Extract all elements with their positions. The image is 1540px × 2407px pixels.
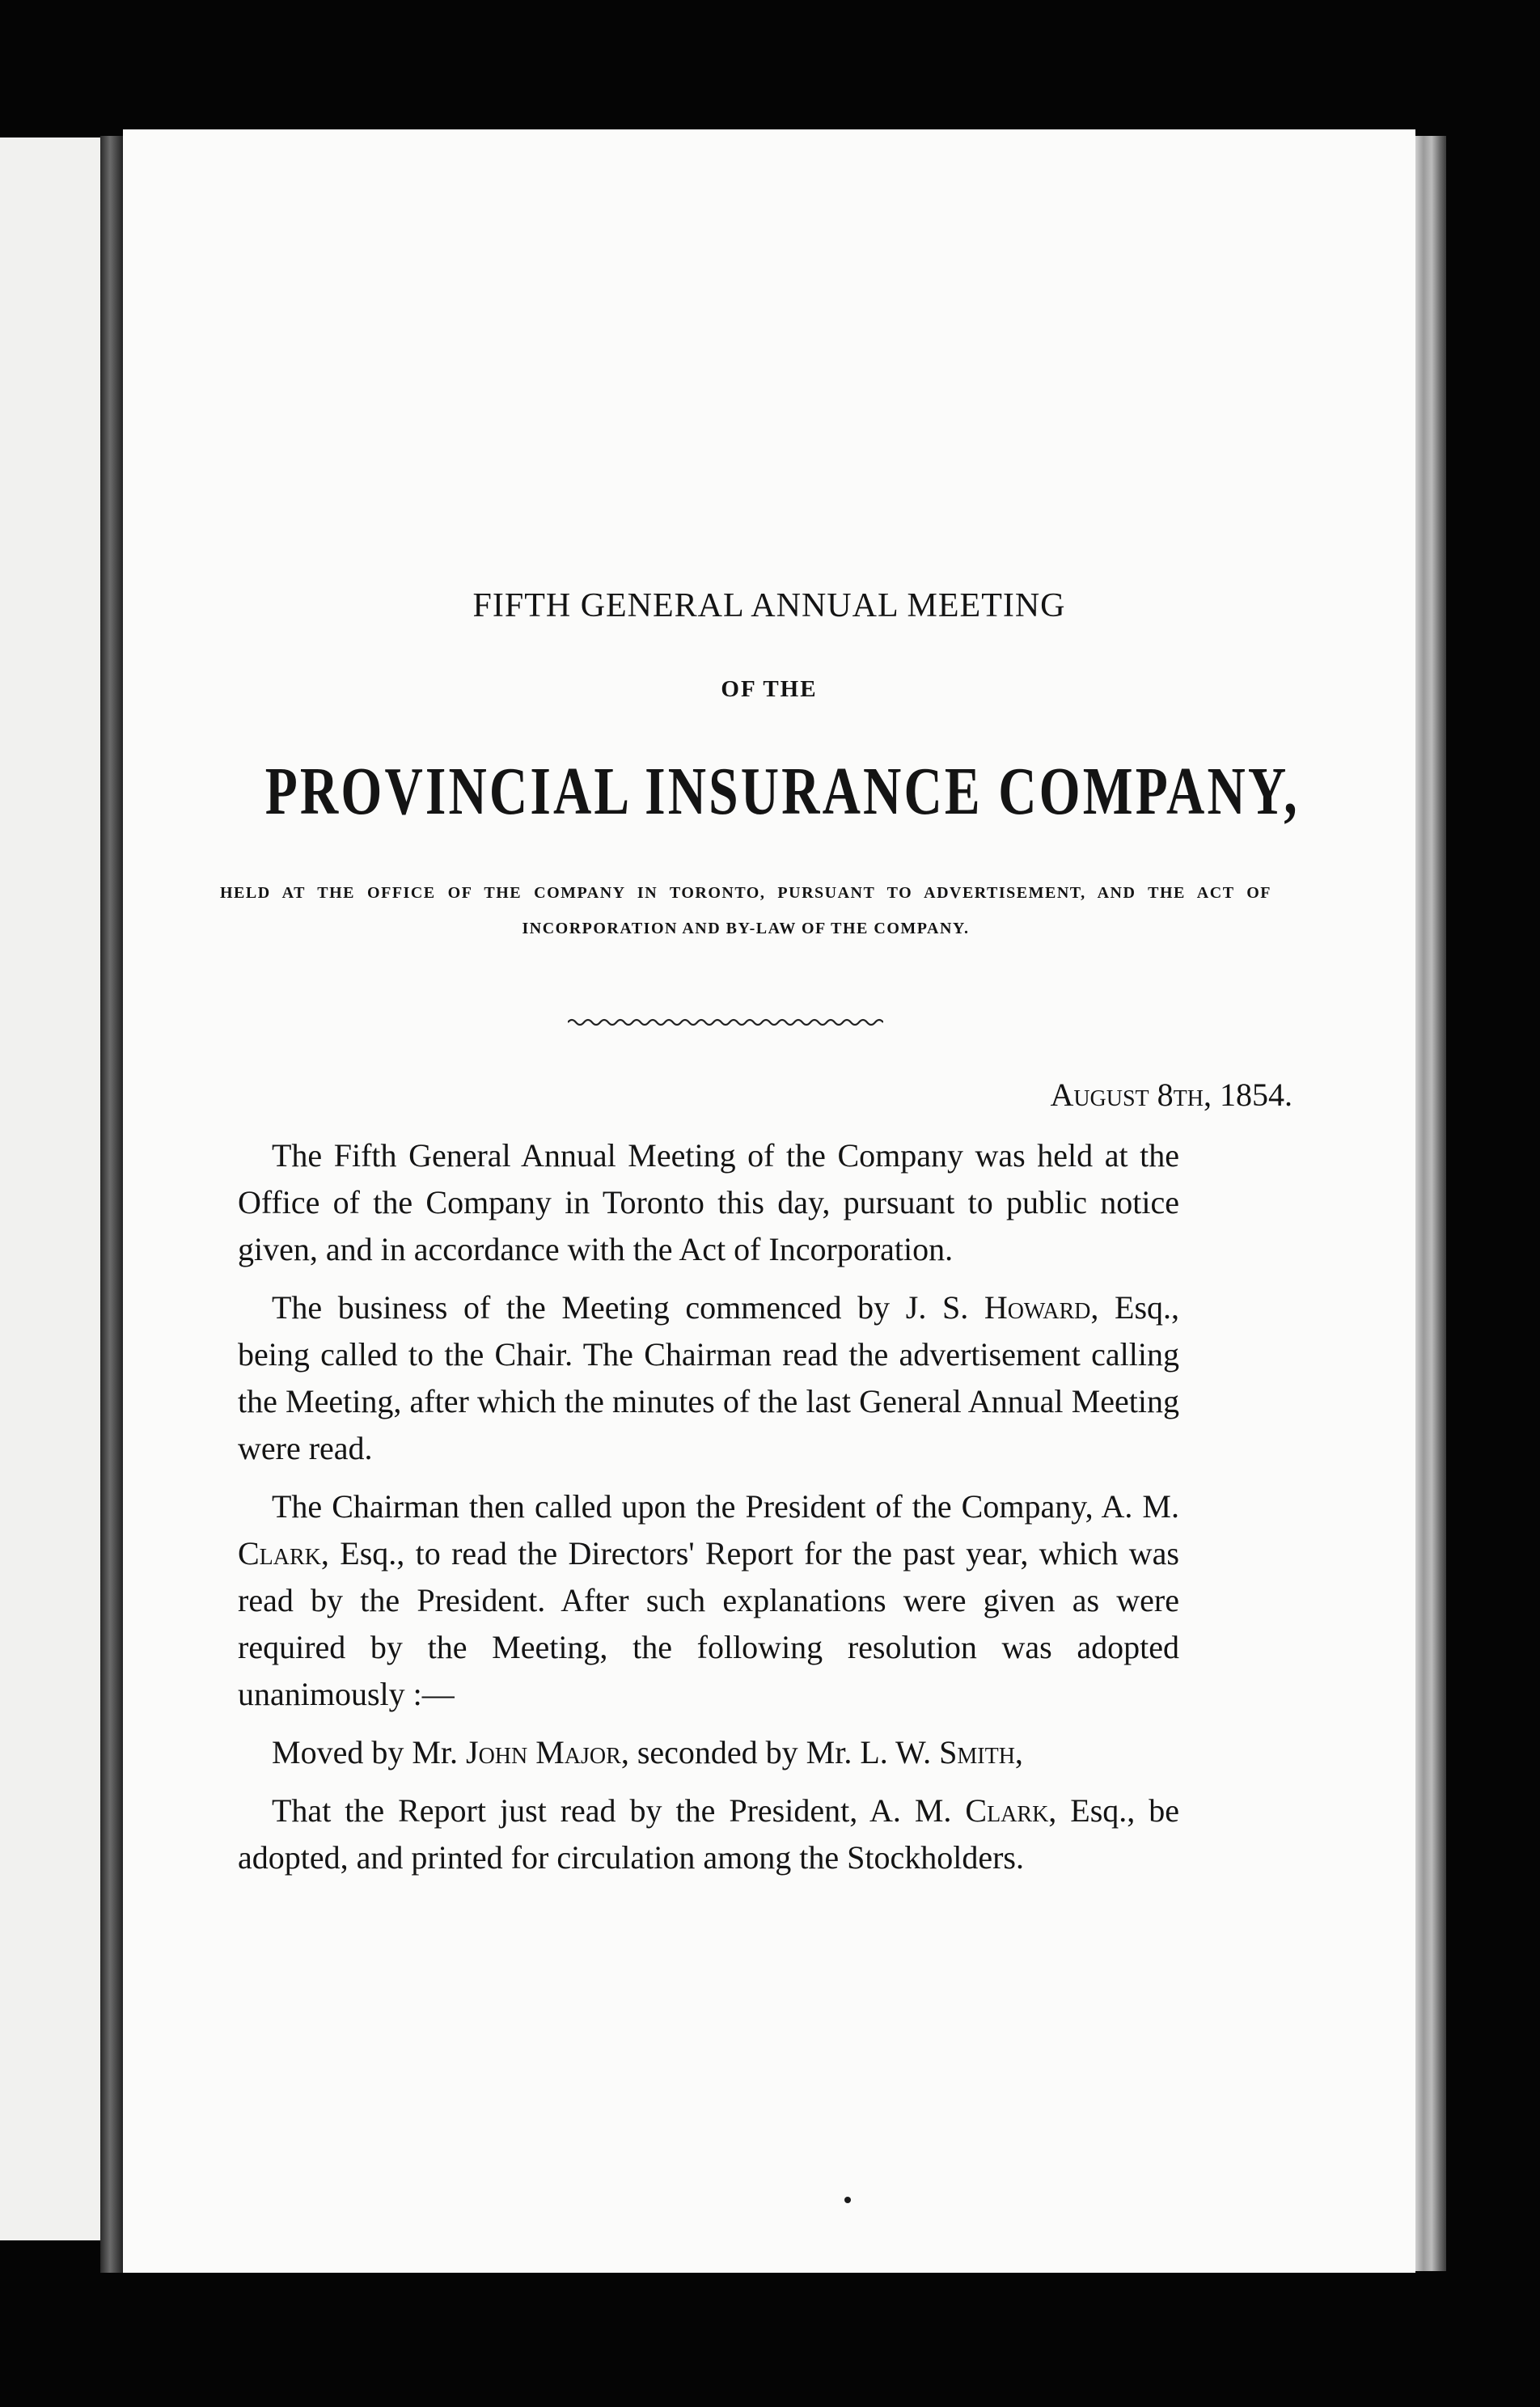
meeting-title: FIFTH GENERAL ANNUAL MEETING (472, 587, 1066, 624)
paragraph-chair-text-b: , Esq., being called to the Chair. The Chairman read the advertisement calling the Meeting, after which the minutes of the last General Annual Meeting were read. (238, 1289, 1180, 1466)
decorative-wavy-rule (568, 1017, 883, 1028)
meeting-subtitle: HELD AT THE OFFICE OF THE COMPANY IN TORONTO, PURSUANT TO ADVERTISEMENT, AND THE ACT OF INCORPORATION AND BY-LAW OF THE COMPANY. (220, 884, 1271, 937)
page-dot-mark (844, 2197, 851, 2203)
paragraph-report-text-a: The Chairman then called upon the President of the Company, A. M. (272, 1488, 1179, 1525)
paragraph-resolution-text-b: , Esq., be adopted, and printed for circulation among the Stockholders. (238, 1792, 1179, 1876)
paragraph-motion-text-b: , seconded by Mr. L. W. (620, 1734, 940, 1770)
meeting-date: August 8th, 1854. (1050, 1077, 1292, 1113)
name-howard: Howard (984, 1289, 1091, 1326)
paragraph-resolution-text-a: That the Report just read by the President, A. M. (272, 1792, 966, 1829)
page-stack-edge (1414, 136, 1446, 2271)
paragraph-opening: The Fifth General Annual Meeting of the Company was held at the Office of the Company in Toronto this day, pursuant to public notice given, and in accordance with the Act of Incorporation. (238, 1137, 1179, 1267)
name-clark-2: Clark (965, 1792, 1049, 1829)
paragraph-resolution (238, 1787, 1179, 1881)
facing-page (0, 137, 107, 2240)
paragraph-motion (238, 1729, 1179, 1776)
minutes-body (238, 1132, 1179, 1893)
paragraph-motion-text-a: Moved by Mr. (272, 1734, 466, 1770)
paragraph-chair (238, 1284, 1179, 1472)
meeting-title-of-the: OF THE (721, 676, 818, 702)
paragraph-chair-text-a: The business of the Meeting commenced by J. S. (272, 1289, 984, 1326)
paragraph-motion-text-c: , (1014, 1734, 1023, 1770)
name-john-major: John Major (466, 1734, 621, 1770)
paragraph-report-text-b: , Esq., to read the Directors' Report for the past year, which was read by the President. After such explanations were given as were required by the Meeting, the following resolution was adopted unanimously :— (238, 1535, 1179, 1712)
name-clark: Clark (238, 1535, 321, 1572)
company-name: PROVINCIAL INSURANCE COMPANY, (264, 754, 1300, 829)
binding-gutter (100, 136, 125, 2273)
document-page (123, 129, 1415, 2273)
paragraph-report (238, 1483, 1179, 1718)
name-smith: Smith (939, 1734, 1015, 1770)
